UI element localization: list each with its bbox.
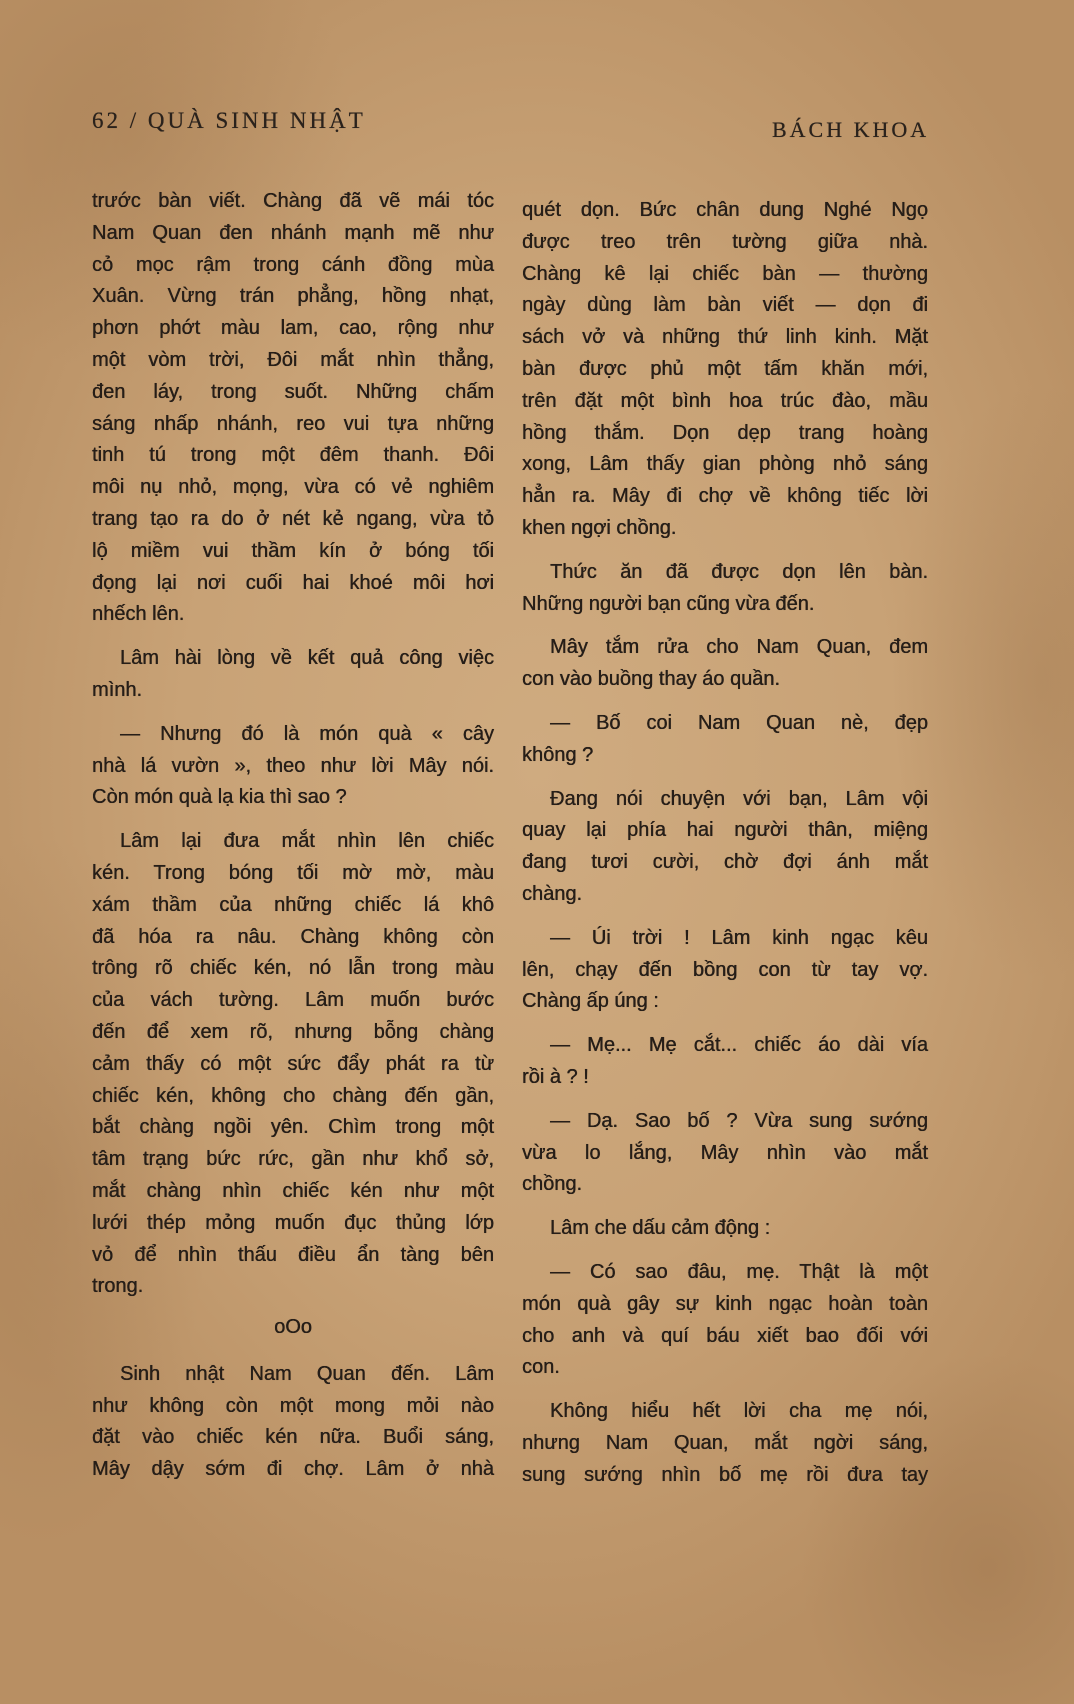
text-line: Mây tắm rửa cho Nam Quan, đem: [550, 636, 928, 659]
text-line: đọng lại nơi cuối hai khoé môi hơi: [92, 571, 494, 594]
text-line: — Nhưng đó là món quà « cây: [120, 722, 494, 745]
paragraph: [92, 826, 494, 1303]
text-line: hồng thắm. Dọn dẹp trang hoàng: [522, 421, 928, 444]
text-line: sáng nhấp nhánh, reo vui tựa những: [92, 412, 494, 435]
section-separator: oOo: [274, 1316, 312, 1339]
text-line: mình.: [92, 678, 143, 701]
text-line: không ?: [522, 743, 594, 766]
text-line: sách vở và những thứ linh kinh. Mặt: [522, 326, 928, 349]
text-line: Chàng kê lại chiếc bàn — thường: [522, 262, 928, 285]
text-line: Sinh nhật Nam Quan đến. Lâm: [120, 1362, 494, 1385]
text-line: Lâm lại đưa mắt nhìn lên chiếc: [120, 830, 494, 853]
text-line: con.: [522, 1356, 560, 1379]
paragraph: [522, 1030, 928, 1094]
text-line: lưới thép mỏng muốn đục thủng lớp: [92, 1211, 494, 1234]
text-line: đen láy, trong suốt. Những chấm: [92, 380, 494, 403]
text-line: cho anh và quí báu xiết bao đối với: [522, 1324, 928, 1347]
text-line: khen ngợi chồng.: [522, 516, 677, 539]
paragraph: [522, 1106, 928, 1201]
text-line: Thức ăn đã được dọn lên bàn.: [550, 560, 928, 583]
text-line: món quà gây sự kinh ngạc hoàn toàn: [522, 1292, 928, 1315]
text-line: lộ miềm vui thầm kín ở bóng tối: [92, 539, 494, 562]
text-line: rồi à ? !: [522, 1065, 589, 1088]
text-line: hẳn ra. Mây đi chợ về không tiếc lời: [522, 485, 928, 508]
text-line: của vách tường. Lâm muốn bước: [92, 989, 494, 1012]
paragraph: [92, 719, 494, 814]
text-line: xám thầm của những chiếc lá khô: [92, 893, 494, 916]
text-line: sung sướng nhìn bố mẹ rồi đưa tay: [522, 1463, 928, 1486]
text-line: xong, Lâm thấy gian phòng nhỏ sáng: [522, 453, 928, 476]
text-line: cảm thấy có một sức đẩy phát ra từ: [92, 1052, 494, 1075]
paragraph: [92, 643, 494, 707]
text-line: vừa lo lắng, Mây nhìn vào mắt: [522, 1141, 928, 1164]
text-line: tâm trạng bức rức, gần như khổ sở,: [92, 1148, 494, 1171]
text-line: Xuân. Vừng trán phẳng, hồng nhạt,: [92, 285, 494, 308]
paragraph: [522, 1396, 928, 1491]
text-line: đến để xem rõ, nhưng bỗng chàng: [92, 1020, 494, 1043]
text-line: Mây dậy sớm đi chợ. Lâm ở nhà: [92, 1458, 494, 1481]
paragraph: [522, 632, 928, 696]
text-line: — Mẹ... Mẹ cắt... chiếc áo dài vía: [550, 1034, 928, 1057]
paragraph: [522, 708, 928, 772]
paragraph: [522, 1213, 928, 1245]
text-line: tinh tú trong một đêm thanh. Đôi: [92, 444, 494, 467]
text-line: Còn món quà lạ kia thì sao ?: [92, 786, 347, 809]
text-line: một vòm trời, Đôi mắt nhìn thẳng,: [92, 348, 494, 371]
text-line: ngày dùng làm bàn viết — dọn đi: [522, 294, 928, 317]
paragraph: [92, 186, 494, 631]
text-line: chiếc kén, không cho chàng đến gần,: [92, 1084, 494, 1107]
text-line: Đang nói chuyện với bạn, Lâm vội: [550, 787, 928, 810]
text-line: cỏ mọc rậm trong cánh đồng mùa: [92, 253, 494, 276]
text-line: — Bố coi Nam Quan nè, đẹp: [550, 711, 928, 734]
magazine-name: BÁCH KHOA: [772, 117, 930, 142]
text-line: như không còn một mong mỏi nào: [92, 1394, 494, 1417]
text-line: quét dọn. Bức chân dung Nghé Ngọ: [522, 199, 928, 221]
text-line: lên, chạy đến bồng con từ tay vợ.: [522, 958, 928, 981]
paragraph: [522, 1257, 928, 1384]
text-line: mắt chàng nhìn chiếc kén như một: [92, 1179, 494, 1202]
paragraph: [522, 557, 928, 621]
text-line: nhà lá vườn », theo như lời Mây nói.: [92, 754, 494, 777]
text-line: bắt chàng ngồi yên. Chìm trong một: [92, 1116, 494, 1139]
text-line: chồng.: [522, 1173, 583, 1196]
text-line: vỏ để nhìn thấu điều ẩn tàng bên: [92, 1243, 494, 1266]
text-line: Không hiểu hết lời cha mẹ nói,: [550, 1400, 928, 1423]
paragraph: [522, 784, 928, 911]
text-line: nhếch lên.: [92, 603, 185, 626]
text-line: đang tươi cười, chờ đợi ánh mắt: [522, 851, 928, 874]
text-line: trông rõ chiếc kén, nó lẫn trong màu: [92, 957, 494, 980]
page-running-head: 62 / QUÀ SINH NHẬT: [92, 108, 366, 133]
text-line: kén. Trong bóng tối mờ mờ, màu: [92, 861, 494, 884]
text-line: trang tạo ra do ở nét kẻ ngang, vừa tỏ: [92, 507, 494, 530]
text-line: Lâm che dấu cảm động :: [550, 1217, 771, 1240]
text-line: Nam Quan đen nhánh mạnh mẽ như: [92, 221, 494, 244]
text-line: quay lại phía hai người thân, miệng: [522, 819, 928, 842]
text-line: chàng.: [522, 882, 583, 905]
text-line: — Dạ. Sao bố ? Vừa sung sướng: [550, 1109, 928, 1132]
text-line: trước bàn viết. Chàng đã vẽ mái tóc: [92, 190, 494, 212]
text-line: trên đặt một bình hoa trúc đào, mầu: [522, 389, 928, 412]
text-line: Lâm hài lòng về kết quả công việc: [120, 647, 494, 670]
text-line: môi nụ nhỏ, mọng, vừa có vẻ nghiêm: [92, 476, 494, 499]
text-line: bàn được phủ một tấm khăn mới,: [522, 357, 928, 380]
text-line: — Có sao đâu, mẹ. Thật là một: [550, 1260, 928, 1283]
text-line: nhưng Nam Quan, mắt ngời sáng,: [522, 1431, 928, 1454]
text-line: — Úi trời ! Lâm kinh ngạc kêu: [550, 926, 928, 949]
text-line: được treo trên tường giữa nhà.: [522, 230, 928, 253]
paragraph: [92, 1359, 494, 1486]
text-line: Chàng ấp úng :: [522, 990, 659, 1013]
text-line: đặt vào chiếc kén nữa. Buổi sáng,: [92, 1426, 494, 1449]
text-line: Những người bạn cũng vừa đến.: [522, 592, 815, 615]
text-line: phơn phớt màu lam, cao, rộng như: [92, 317, 494, 340]
text-line: con vào buồng thay áo quần.: [522, 668, 780, 691]
text-line: đã hóa ra nâu. Chàng không còn: [92, 925, 494, 948]
text-column-left: [92, 186, 494, 1486]
text-column-right: [522, 195, 928, 1491]
paragraph: [522, 923, 928, 1018]
paragraph: [522, 195, 928, 545]
text-line: trong.: [92, 1275, 144, 1298]
